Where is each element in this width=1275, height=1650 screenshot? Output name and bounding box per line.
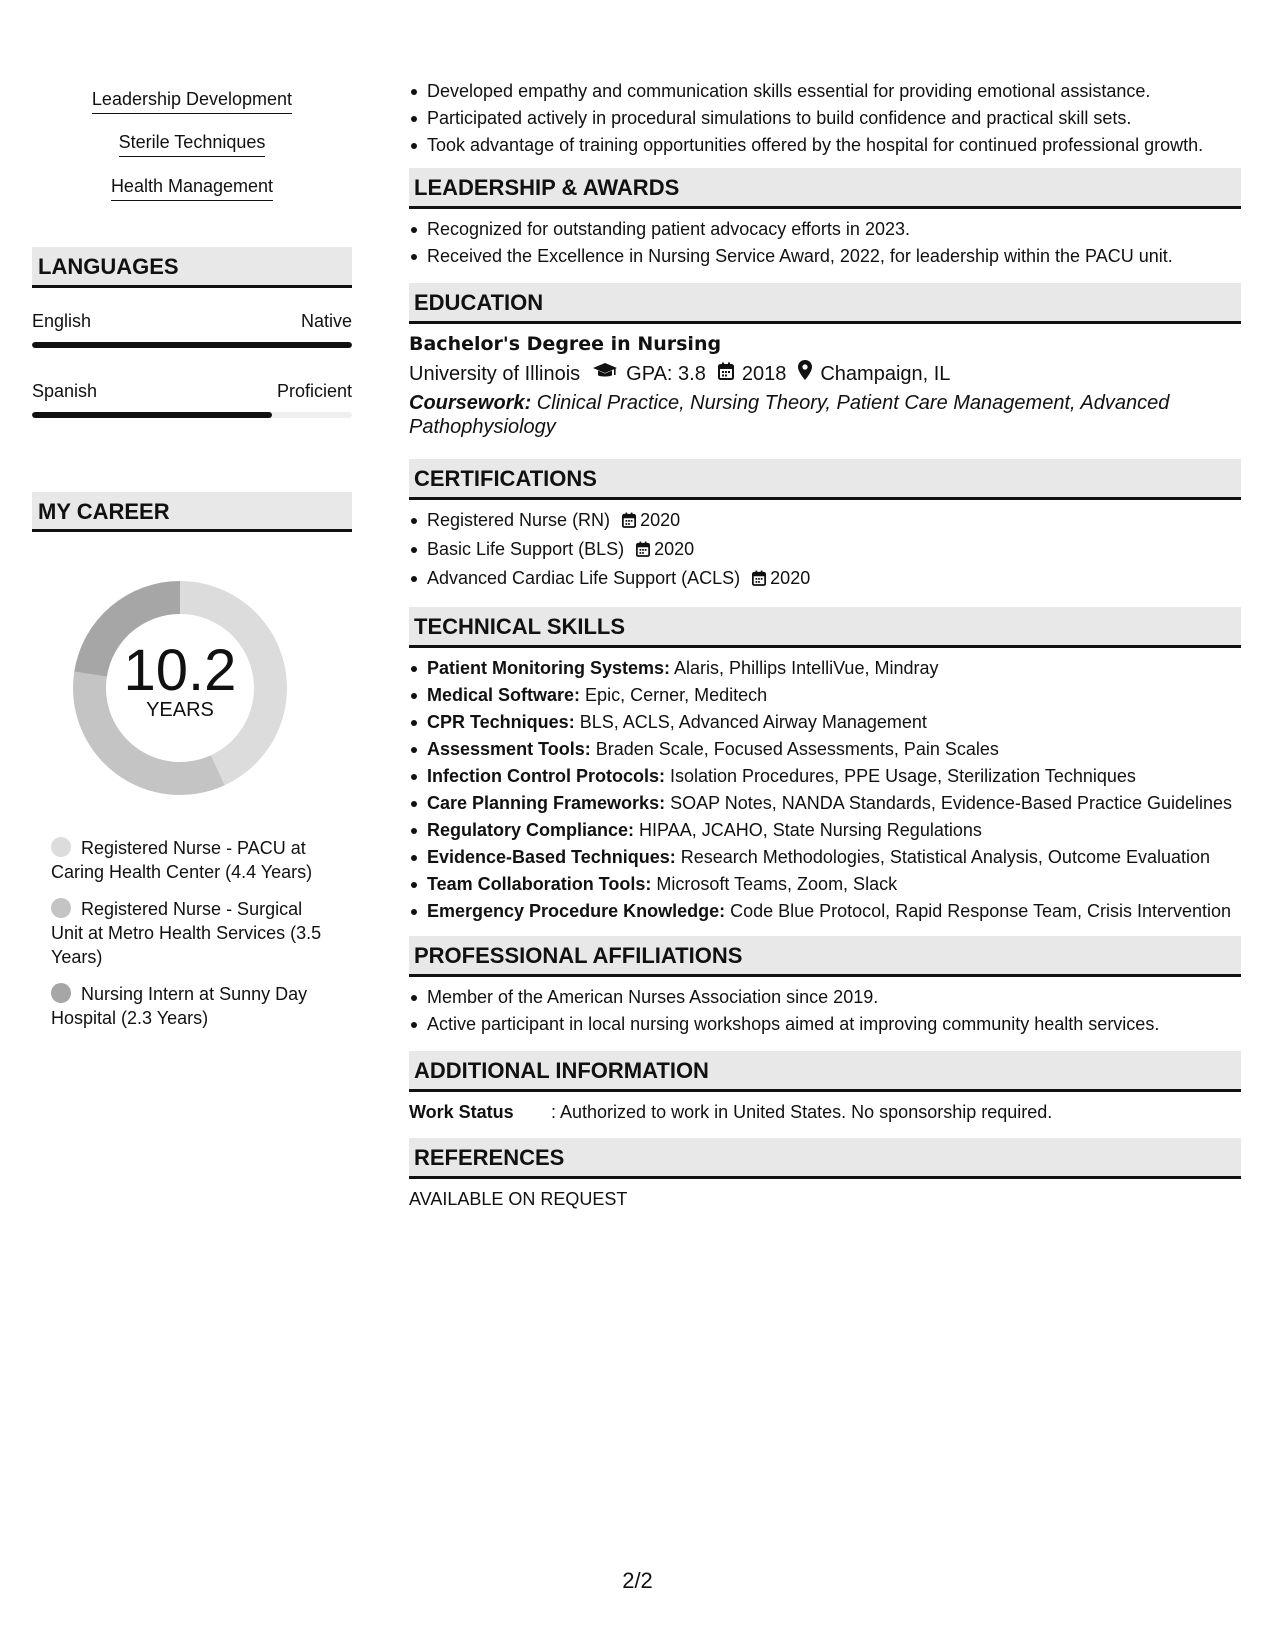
additional-info-heading: ADDITIONAL INFORMATION: [409, 1051, 1241, 1092]
skill-tag: Health Management: [111, 174, 273, 201]
career-legend-text: Registered Nurse - PACU at Caring Health Center (4.4 Years): [51, 838, 313, 882]
coursework: [409, 391, 1241, 439]
cert-year: 2020: [770, 568, 811, 588]
skill-label: Emergency Procedure Knowledge:: [427, 901, 726, 921]
skill-value: Microsoft Teams, Zoom, Slack: [651, 874, 898, 894]
language-level: Proficient: [276, 381, 352, 401]
work-status-value: : Authorized to work in United States. No sponsorship required.: [551, 1102, 1053, 1122]
career-legend-text: Nursing Intern at Sunny Day Hospital (2.3 Years): [51, 984, 308, 1028]
certifications-list: [409, 508, 1241, 592]
skill-tag: Sterile Techniques: [119, 130, 266, 157]
skill-label: Medical Software:: [427, 685, 581, 705]
career-legend: [32, 836, 352, 1030]
language-item: [32, 310, 352, 348]
language-item: [32, 380, 352, 418]
legend-dot-icon: [51, 898, 71, 918]
list-item: Participated actively in procedural simulations to build confidence and practical skill sets.: [409, 106, 1241, 130]
career-legend-item: [51, 897, 331, 969]
list-item: [409, 537, 1241, 563]
list-item: [409, 764, 1241, 788]
affiliations-heading: PROFESSIONAL AFFILIATIONS: [409, 936, 1241, 977]
skill-value: Braden Scale, Focused Assessments, Pain Scales: [590, 739, 999, 759]
list-item: Recognized for outstanding patient advocacy efforts in 2023.: [409, 217, 1241, 241]
list-item: [409, 791, 1241, 815]
list-item: Received the Excellence in Nursing Service Award, 2022, for leadership within the PACU unit.: [409, 244, 1241, 268]
legend-dot-icon: [51, 983, 71, 1003]
awards-list: [409, 217, 1241, 268]
calendar-icon: [636, 539, 650, 563]
list-item: [409, 899, 1241, 923]
school-name: University of Illinois: [409, 362, 581, 385]
list-item: Developed empathy and communication skills essential for providing emotional assistance.: [409, 79, 1241, 103]
work-status-row: [409, 1100, 1241, 1124]
skill-value: Epic, Cerner, Meditech: [580, 685, 768, 705]
career-legend-item: [51, 836, 331, 884]
list-item: [409, 656, 1241, 680]
skill-label: Evidence-Based Techniques:: [427, 847, 676, 867]
education-entry: [409, 332, 1241, 439]
list-item: [409, 710, 1241, 734]
language-proficiency-fill: [32, 342, 352, 348]
calendar-icon: [718, 361, 734, 387]
awards-heading: LEADERSHIP & AWARDS: [409, 168, 1241, 209]
list-item: Active participant in local nursing workshops aimed at improving community health services.: [409, 1012, 1241, 1036]
school-location: Champaign, IL: [820, 362, 951, 385]
cert-year: 2020: [654, 539, 695, 559]
career-legend-text: Registered Nurse - Surgical Unit at Metro Health Services (3.5 Years): [51, 899, 322, 967]
skill-value: HIPAA, JCAHO, State Nursing Regulations: [634, 820, 982, 840]
career-donut-chart: [65, 573, 295, 803]
experience-bullets: [409, 79, 1241, 157]
education-heading: EDUCATION: [409, 283, 1241, 324]
language-proficiency-bar: [32, 342, 352, 348]
language-name: English: [32, 311, 92, 331]
list-item: [409, 818, 1241, 842]
cert-name: Basic Life Support (BLS): [427, 539, 625, 559]
language-name: Spanish: [32, 381, 98, 401]
career-heading: MY CAREER: [32, 492, 352, 532]
map-marker-icon: [798, 360, 812, 387]
skill-value: Isolation Procedures, PPE Usage, Sterilization Techniques: [665, 766, 1136, 786]
affiliations-list: [409, 985, 1241, 1036]
references-text: AVAILABLE ON REQUEST: [409, 1189, 628, 1209]
language-proficiency-fill: [32, 412, 272, 418]
list-item: Member of the American Nurses Association since 2019.: [409, 985, 1241, 1009]
coursework-label: Coursework:: [409, 392, 532, 414]
cert-name: Registered Nurse (RN): [427, 510, 611, 530]
technical-skills-heading: TECHNICAL SKILLS: [409, 607, 1241, 648]
languages-heading: LANGUAGES: [32, 247, 352, 288]
work-status-label: Work Status: [409, 1102, 514, 1122]
certifications-heading: CERTIFICATIONS: [409, 459, 1241, 500]
degree-title: Bachelor's Degree in Nursing: [409, 333, 722, 355]
skill-value: SOAP Notes, NANDA Standards, Evidence-Based Practice Guidelines: [665, 793, 1233, 813]
education-meta: [409, 360, 1241, 387]
list-item: [409, 737, 1241, 761]
cert-year: 2020: [640, 510, 681, 530]
list-item: [409, 845, 1241, 869]
skill-value: Code Blue Protocol, Rapid Response Team, Crisis Intervention: [725, 901, 1232, 921]
skill-label: Patient Monitoring Systems:: [427, 658, 671, 678]
skill-label: Assessment Tools:: [427, 739, 591, 759]
technical-skills-list: [409, 656, 1241, 923]
page-number: 2/2: [622, 1568, 653, 1593]
main-content: [409, 0, 1241, 1211]
career-legend-item: [51, 982, 331, 1030]
skill-label: Team Collaboration Tools:: [427, 874, 652, 894]
list-item: [409, 872, 1241, 896]
graduation-cap-icon: [592, 361, 618, 387]
skill-tag: Leadership Development: [92, 87, 292, 114]
career-total-years: 10.2: [123, 638, 237, 703]
skill-value: Alaris, Phillips IntelliVue, Mindray: [670, 658, 939, 678]
legend-dot-icon: [51, 837, 71, 857]
skill-label: Regulatory Compliance:: [427, 820, 635, 840]
list-item: Took advantage of training opportunities offered by the hospital for continued professional growth.: [409, 133, 1241, 157]
language-proficiency-bar: [32, 412, 352, 418]
gpa: GPA: 3.8: [626, 362, 706, 385]
cert-name: Advanced Cardiac Life Support (ACLS): [427, 568, 741, 588]
references-heading: REFERENCES: [409, 1138, 1241, 1179]
language-level: Native: [300, 311, 352, 331]
list-item: [409, 566, 1241, 592]
skill-label: CPR Techniques:: [427, 712, 575, 732]
graduation-year: 2018: [741, 362, 787, 385]
skill-label: Infection Control Protocols:: [427, 766, 665, 786]
calendar-icon: [752, 568, 766, 592]
coursework-text: Clinical Practice, Nursing Theory, Patient Care Management, Advanced Pathophysiology: [409, 392, 1170, 438]
calendar-icon: [622, 510, 636, 534]
skill-value: BLS, ACLS, Advanced Airway Management: [574, 712, 927, 732]
skill-value: Research Methodologies, Statistical Analysis, Outcome Evaluation: [675, 847, 1211, 867]
sidebar: [32, 0, 352, 1043]
list-item: [409, 683, 1241, 707]
skill-label: Care Planning Frameworks:: [427, 793, 666, 813]
career-total-unit: YEARS: [146, 699, 214, 721]
list-item: [409, 508, 1241, 534]
